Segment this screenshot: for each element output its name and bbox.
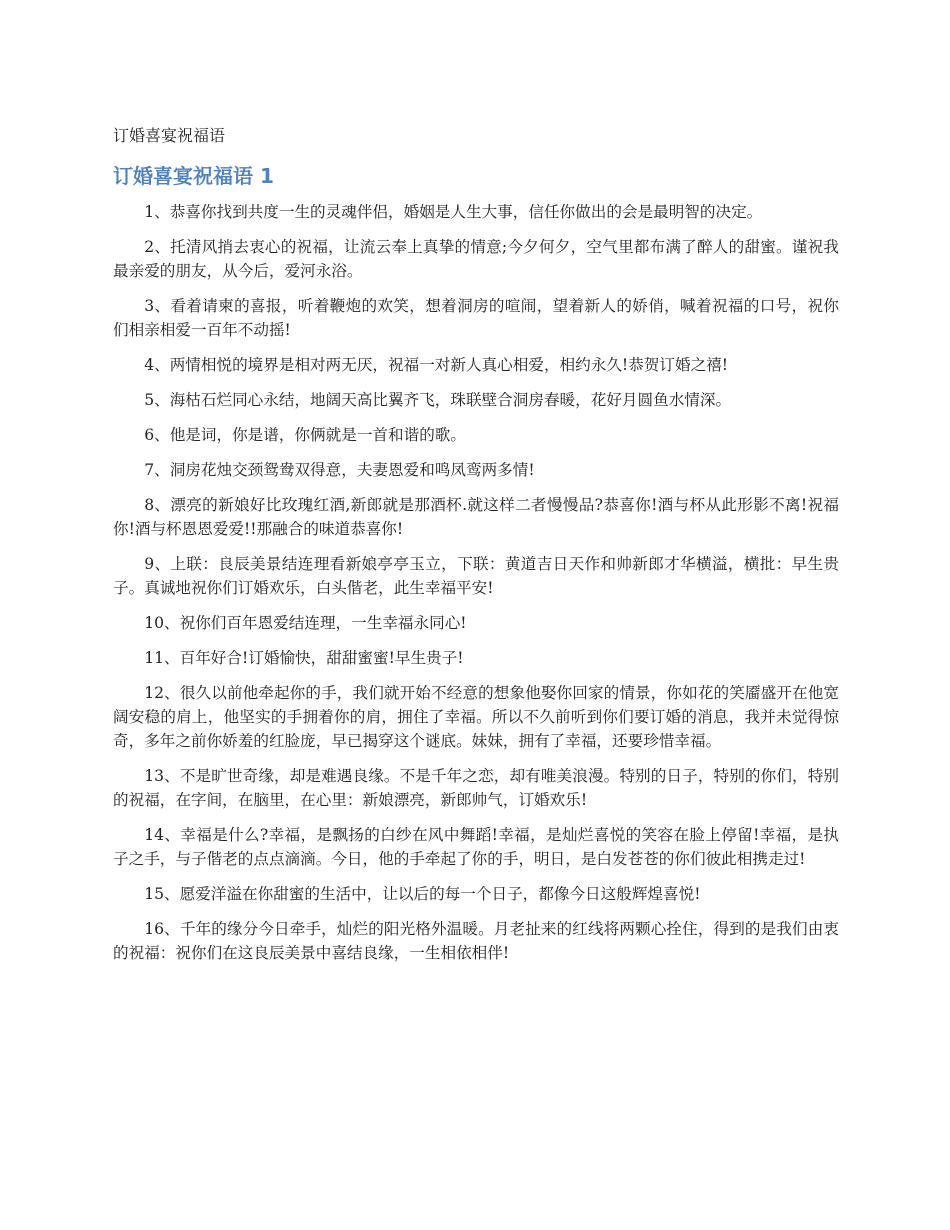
paragraph: 16、千年的缘分今日牵手，灿烂的阳光格外温暖。月老扯来的红线将两颗心拴住，得到的是我们由衷的祝福：祝你们在这良辰美景中喜结良缘，一生相依相伴! — [113, 920, 839, 962]
paragraph: 3、看着请柬的喜报，听着鞭炮的欢笑，想着洞房的喧闹，望着新人的娇俏，喊着祝福的口号，祝你们相亲相爱一百年不动摇! — [113, 297, 839, 339]
paragraph: 8、漂亮的新娘好比玫瑰红酒,新郎就是那酒杯.就这样二者慢慢品?恭喜你!酒与杯从此形影不离!祝福你!酒与杯恩恩爱爱!!那融合的味道恭喜你! — [113, 496, 839, 538]
paragraph: 10、祝你们百年恩爱结连理，一生幸福永同心! — [144, 614, 467, 632]
document-body — [113, 124, 839, 976]
paragraph: 5、海枯石烂同心永结，地阔天高比翼齐飞，珠联壁合洞房春暖，花好月圆鱼水情深。 — [144, 391, 732, 409]
paragraph: 14、幸福是什么?幸福，是飘扬的白纱在风中舞蹈!幸福，是灿烂喜悦的笑容在脸上停留!幸福，是执子之手，与子偕老的点点滴滴。今日，他的手牵起了你的手，明日，是白发苍苍的你们彼此相携走过! — [113, 826, 839, 868]
paragraph: 13、不是旷世奇缘，却是难遇良缘。不是千年之恋，却有唯美浪漫。特别的日子，特别的你们，特别的祝福，在字间，在脑里，在心里：新娘漂亮，新郎帅气，订婚欢乐! — [113, 767, 839, 809]
paragraph: 7、洞房花烛交颈鸳鸯双得意，夫妻恩爱和鸣凤鸾两多情! — [144, 461, 535, 479]
paragraph: 12、很久以前他牵起你的手，我们就开始不经意的想象他娶你回家的情景，你如花的笑靥盛开在他宽阔安稳的肩上，他坚实的手拥着你的肩，拥住了幸福。所以不久前听到你们要订婚的消息，我并未觉得惊奇，多年之前你娇羞的红脸庞，早已揭穿这个谜底。妹妹，拥有了幸福，还要珍惜幸福。 — [113, 684, 839, 750]
paragraph: 9、上联：良辰美景结连理看新娘亭亭玉立，下联：黄道吉日天作和帅新郎才华横溢，横批：早生贵子。真诚地祝你们订婚欢乐，白头偕老，此生幸福平安! — [113, 555, 839, 597]
section-heading: 订婚喜宴祝福语 1 — [113, 164, 274, 188]
paragraph: 11、百年好合!订婚愉快，甜甜蜜蜜!早生贵子! — [144, 649, 464, 667]
paragraph: 2、托清风捎去衷心的祝福，让流云奉上真挚的情意;今夕何夕，空气里都布满了醉人的甜蜜。谨祝我最亲爱的朋友，从今后，爱河永浴。 — [113, 238, 839, 280]
paragraph-list — [113, 200, 839, 965]
paragraph: 4、两情相悦的境界是相对两无厌，祝福一对新人真心相爱，相约永久!恭贺订婚之禧! — [144, 356, 729, 374]
document-title: 订婚喜宴祝福语 — [113, 126, 226, 145]
paragraph: 15、愿爱洋溢在你甜蜜的生活中，让以后的每一个日子，都像今日这般辉煌喜悦! — [144, 885, 701, 903]
paragraph: 6、他是词，你是谱，你俩就是一首和谐的歌。 — [144, 426, 466, 444]
paragraph: 1、恭喜你找到共度一生的灵魂伴侣，婚姻是人生大事，信任你做出的会是最明智的决定。 — [144, 203, 763, 221]
